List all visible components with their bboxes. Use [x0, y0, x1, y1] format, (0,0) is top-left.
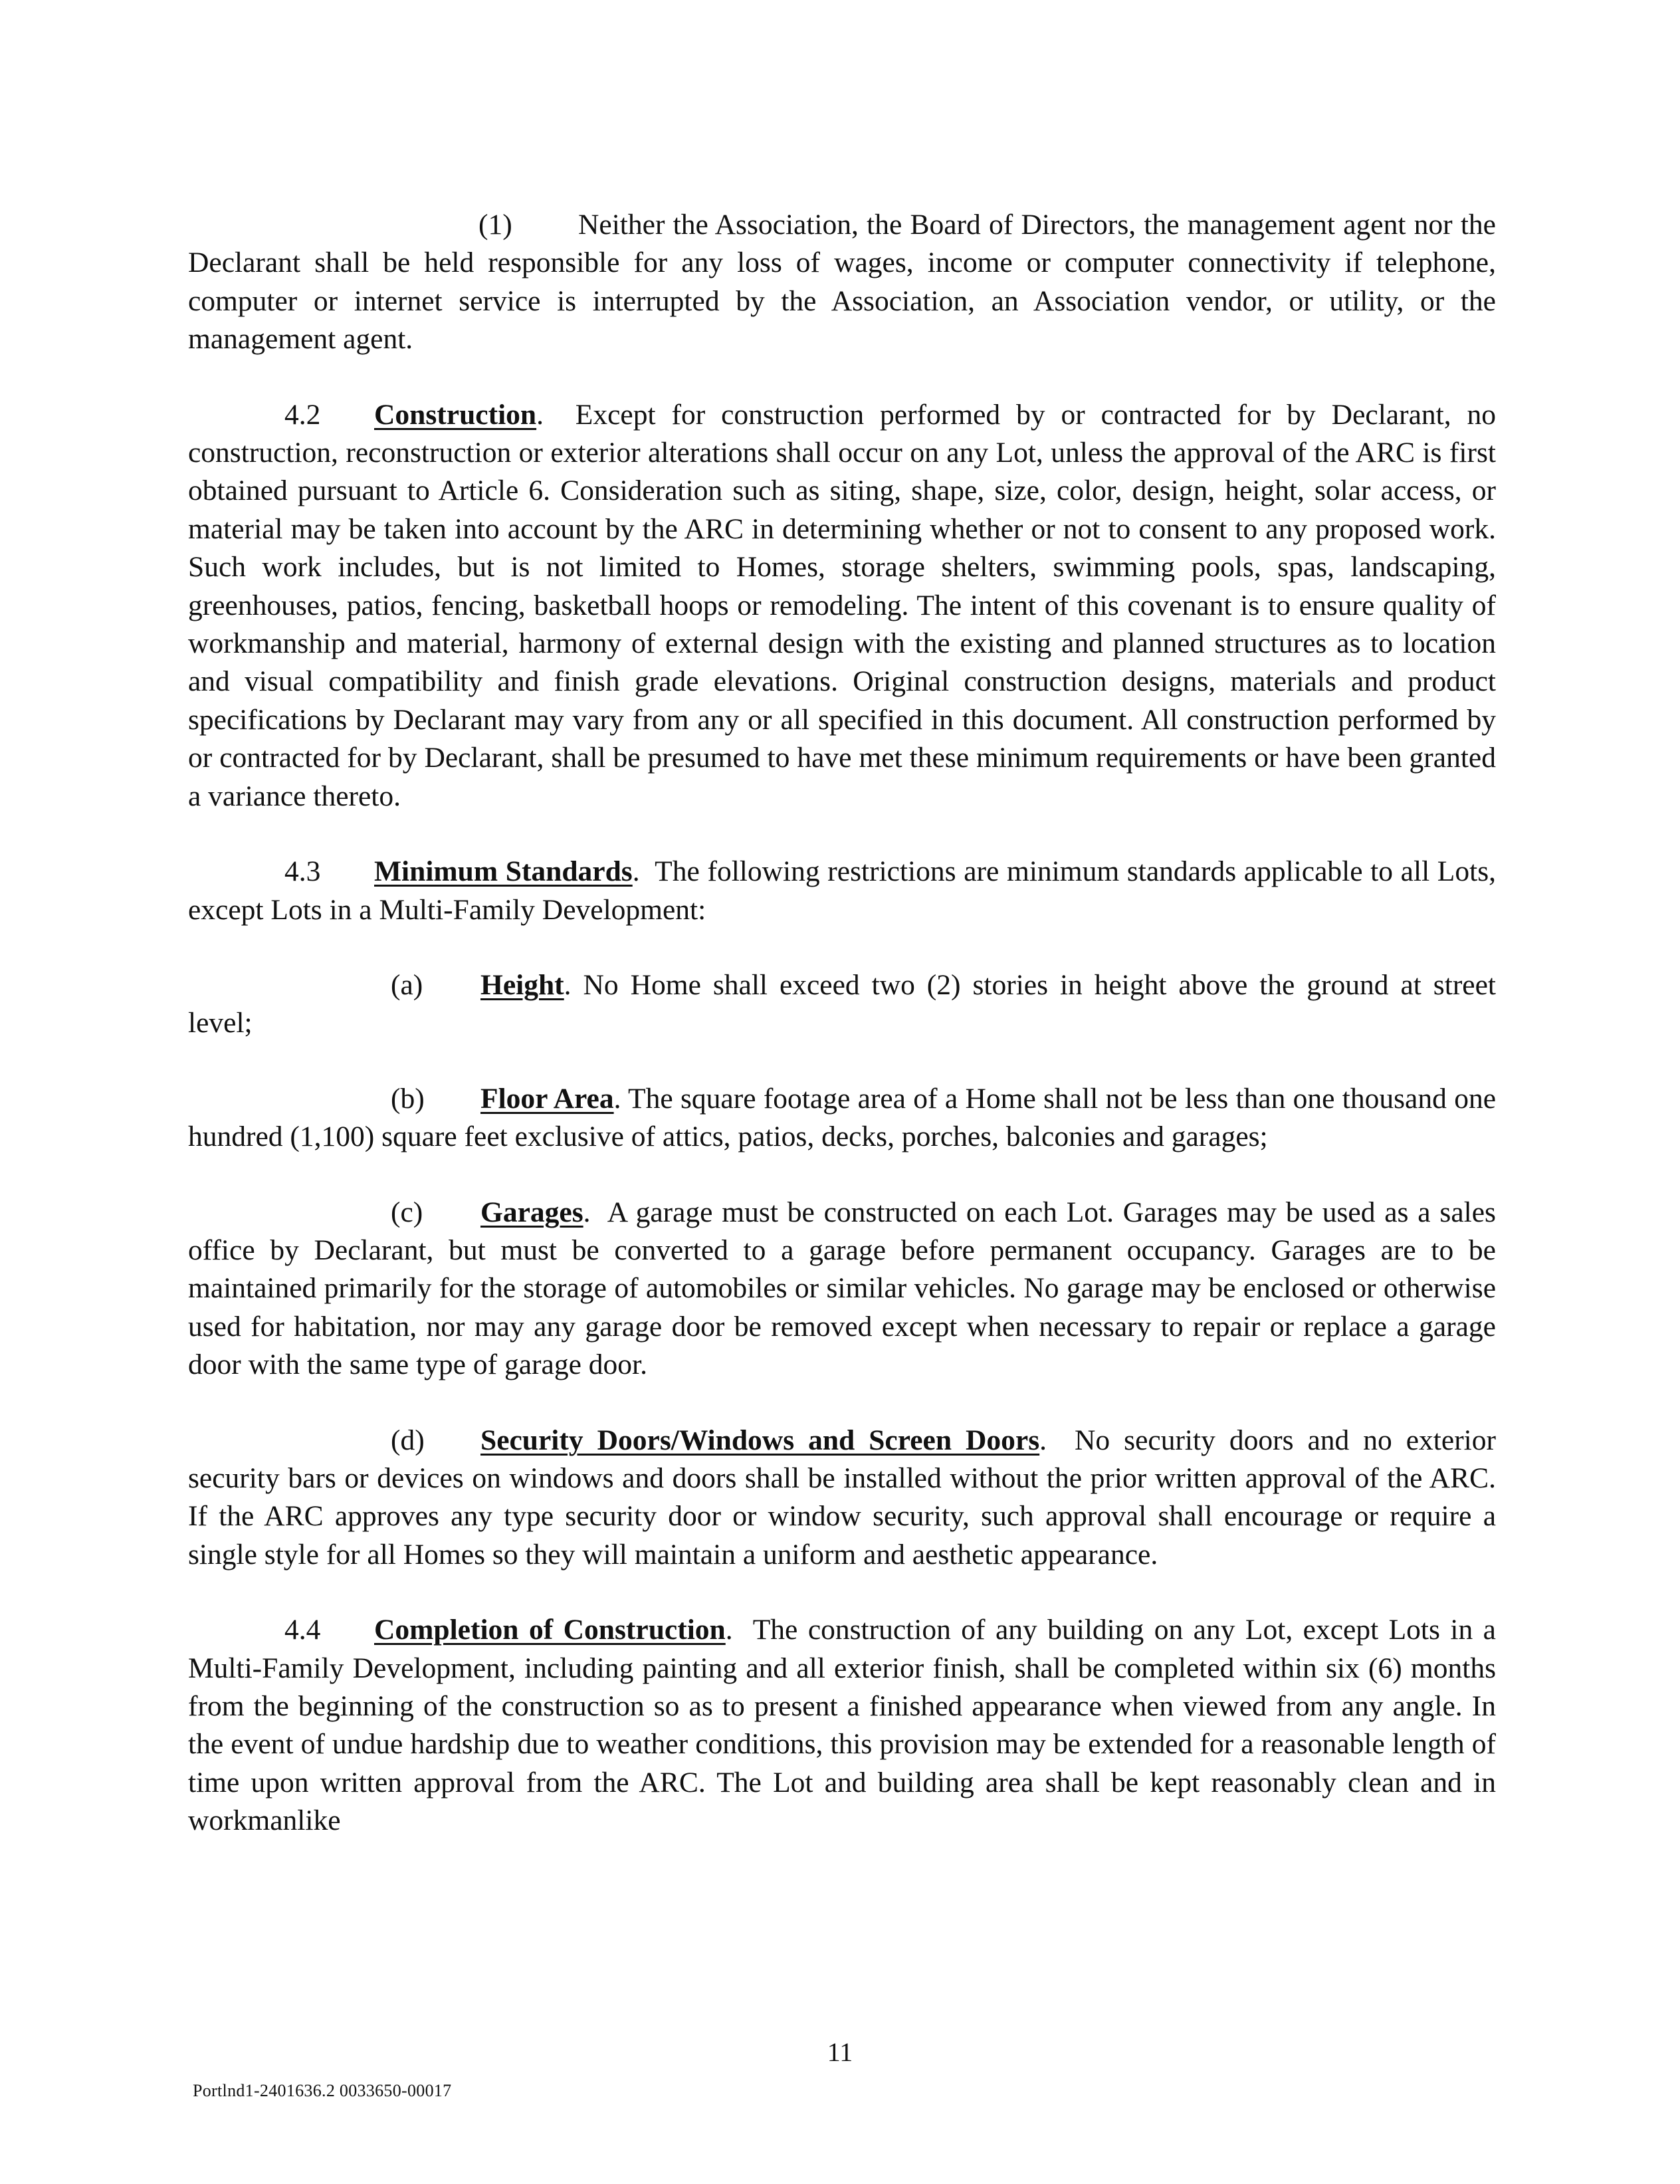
subsection-heading: Security Doors/Windows and Screen Doors — [480, 1424, 1040, 1456]
section-text: Except for construction performed by or contracted for by Declarant, no construction, reconstruction or exterior alterations shall occur on any Lot, unless the approval of the ARC is first obtained pursuant to Article 6. Consideration such as siting, shape, size, color, design, height, solar access, or material may be taken into account by the ARC in determining whether or not to consent to any proposed work. Such work includes, but is not limited to Homes, storage shelters, swimming pools, spas, landscaping, greenhouses, patios, fencing, basketball hoops or remodeling. The intent of this covenant is to ensure quality of workmanship and material, harmony of external design with the existing and planned structures as to location and visual compatibility and finish grade elevations. Original construction designs, materials and product specifications by Declarant may vary from any or all specified in this document. All construction performed by or contracted for by Declarant, shall be presumed to have met these minimum requirements or have been granted a variance thereto. — [188, 398, 1496, 812]
heading-period: . — [632, 855, 640, 888]
section-4-4 — [188, 1611, 1496, 1840]
section-heading: Minimum Standards — [374, 855, 633, 888]
paragraph-text: Neither the Association, the Board of Directors, the management agent nor the Declarant shall be held responsible for any loss of wages, income or computer connectivity if telephone, computer or internet service is interrupted by the Association, an Association vendor, or utility, or the management agent. — [188, 209, 1496, 356]
subsection-number: (b) — [391, 1082, 425, 1115]
paragraph-number: (1) — [478, 209, 512, 241]
heading-period: . — [613, 1082, 621, 1115]
document-footer-id: Portlnd1-2401636.2 0033650-00017 — [193, 2081, 452, 2100]
subsection-number: (d) — [391, 1424, 425, 1456]
page-number: 11 — [827, 2037, 853, 2067]
subsection-d — [188, 1422, 1496, 1575]
heading-period: . — [583, 1196, 591, 1228]
subsection-text: A garage must be constructed on each Lot. Garages may be used as a sales office by Declarant, but must be converted to a garage before permanent occupancy. Garages are to be maintained primarily for the storage of automobiles or similar vehicles. No garage may be enclosed or otherwise used for habitation, nor may any garage door be removed except when necessary to repair or replace a garage door with the same type of garage door. — [188, 1196, 1496, 1381]
section-4-2 — [188, 396, 1496, 816]
subsection-c — [188, 1194, 1496, 1384]
subsection-number: (c) — [391, 1196, 423, 1228]
section-text: The construction of any building on any Lot, except Lots in a Multi-Family Development, including painting and all exterior finish, shall be completed within six (6) months from the beginning of the construction so as to present a finished appearance when viewed from any angle. In the event of undue hardship due to weather conditions, this provision may be extended for a reasonable length of time upon written approval from the ARC. The Lot and building area shall be kept reasonably clean and in workmanlike — [188, 1614, 1496, 1837]
subsection-b — [188, 1080, 1496, 1156]
document-body — [188, 206, 1496, 1878]
heading-period: . — [725, 1614, 733, 1646]
section-4-3 — [188, 853, 1496, 929]
section-number: 4.2 — [284, 398, 321, 431]
subsection-heading: Garages — [480, 1196, 583, 1228]
subsection-heading: Floor Area — [480, 1082, 614, 1115]
section-heading: Construction — [374, 398, 537, 431]
heading-period: . — [1039, 1424, 1047, 1456]
section-heading: Completion of Construction — [374, 1614, 726, 1646]
section-number: 4.4 — [284, 1614, 321, 1646]
heading-period: . — [564, 968, 572, 1001]
subsection-text: The square footage area of a Home shall not be less than one thousand one hundred (1,100) square feet exclusive of attics, patios, decks, porches, balconies and garages; — [188, 1082, 1496, 1153]
subsection-text: No security doors and no exterior security bars or devices on windows and doors shall be installed without the prior written approval of the ARC. If the ARC approves any type security door or window security, such approval shall encourage or require a single style for all Homes so they will maintain a uniform and aesthetic appearance. — [188, 1424, 1496, 1571]
subsection-heading: Height — [480, 968, 564, 1001]
subsection-number: (a) — [391, 968, 423, 1001]
section-text: The following restrictions are minimum standards applicable to all Lots, except Lots in a Multi-Family Development: — [188, 855, 1497, 926]
paragraph-1 — [188, 206, 1496, 359]
section-number: 4.3 — [284, 855, 321, 888]
subsection-text: No Home shall exceed two (2) stories in height above the ground at street level; — [188, 968, 1497, 1039]
subsection-a — [188, 966, 1496, 1043]
heading-period: . — [536, 398, 544, 431]
